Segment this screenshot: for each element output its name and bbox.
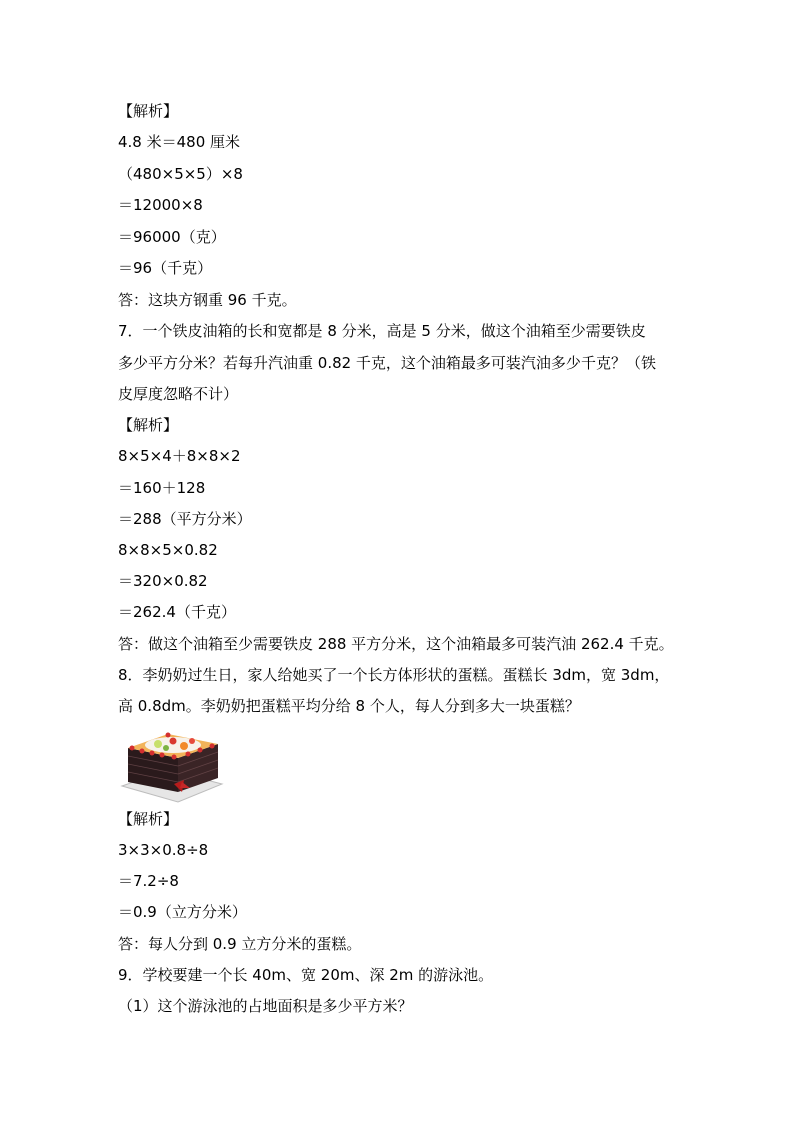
question-7-line: 7．一个铁皮油箱的长和宽都是 8 分米，高是 5 分米，做这个油箱至少需要铁皮 [118, 322, 646, 340]
text-line: 3×3×0.8÷8 [118, 841, 209, 859]
analysis-heading: 【解析】 [118, 102, 179, 120]
text-line: ＝96000（克） [118, 228, 226, 246]
text-line: 8×8×5×0.82 [118, 541, 218, 559]
text-line: ＝0.9（立方分米） [118, 903, 247, 921]
question-7-line: 皮厚度忽略不计） [118, 385, 239, 403]
text-line: ＝262.4（千克） [118, 603, 236, 621]
text-line: ＝320×0.82 [118, 572, 208, 590]
text-line: （480×5×5）×8 [118, 165, 243, 183]
text-line: 4.8 米＝480 厘米 [118, 133, 241, 151]
text-line: ＝160＋128 [118, 479, 206, 497]
analysis-heading: 【解析】 [118, 416, 179, 434]
question-9-line: 9．学校要建一个长 40m、宽 20m、深 2m 的游泳池。 [118, 966, 494, 984]
answer-line: 答：每人分到 0.9 立方分米的蛋糕。 [118, 935, 362, 953]
question-8-line: 8．李奶奶过生日，家人给她买了一个长方体形状的蛋糕。蛋糕长 3dm，宽 3dm， [118, 666, 670, 684]
question-8-line: 高 0.8dm。李奶奶把蛋糕平均分给 8 个人，每人分到多大一块蛋糕？ [118, 697, 580, 715]
text-line: ＝7.2÷8 [118, 872, 179, 890]
text-line: 8×5×4＋8×8×2 [118, 447, 241, 465]
analysis-heading: 【解析】 [118, 810, 179, 828]
answer-line: 答：这块方钢重 96 千克。 [118, 291, 297, 309]
question-7-line: 多少平方分米？若每升汽油重 0.82 千克，这个油箱最多可装汽油多少千克？（铁 [118, 354, 656, 372]
text-line: ＝96（千克） [118, 259, 213, 277]
cake-image [118, 726, 226, 804]
answer-line: 答：做这个油箱至少需要铁皮 288 平方分米，这个油箱最多可装汽油 262.4 千克。 [118, 635, 674, 653]
question-9-subquestion: （1）这个游泳池的占地面积是多少平方米？ [118, 997, 413, 1015]
text-line: ＝12000×8 [118, 196, 203, 214]
text-line: ＝288（平方分米） [118, 510, 252, 528]
